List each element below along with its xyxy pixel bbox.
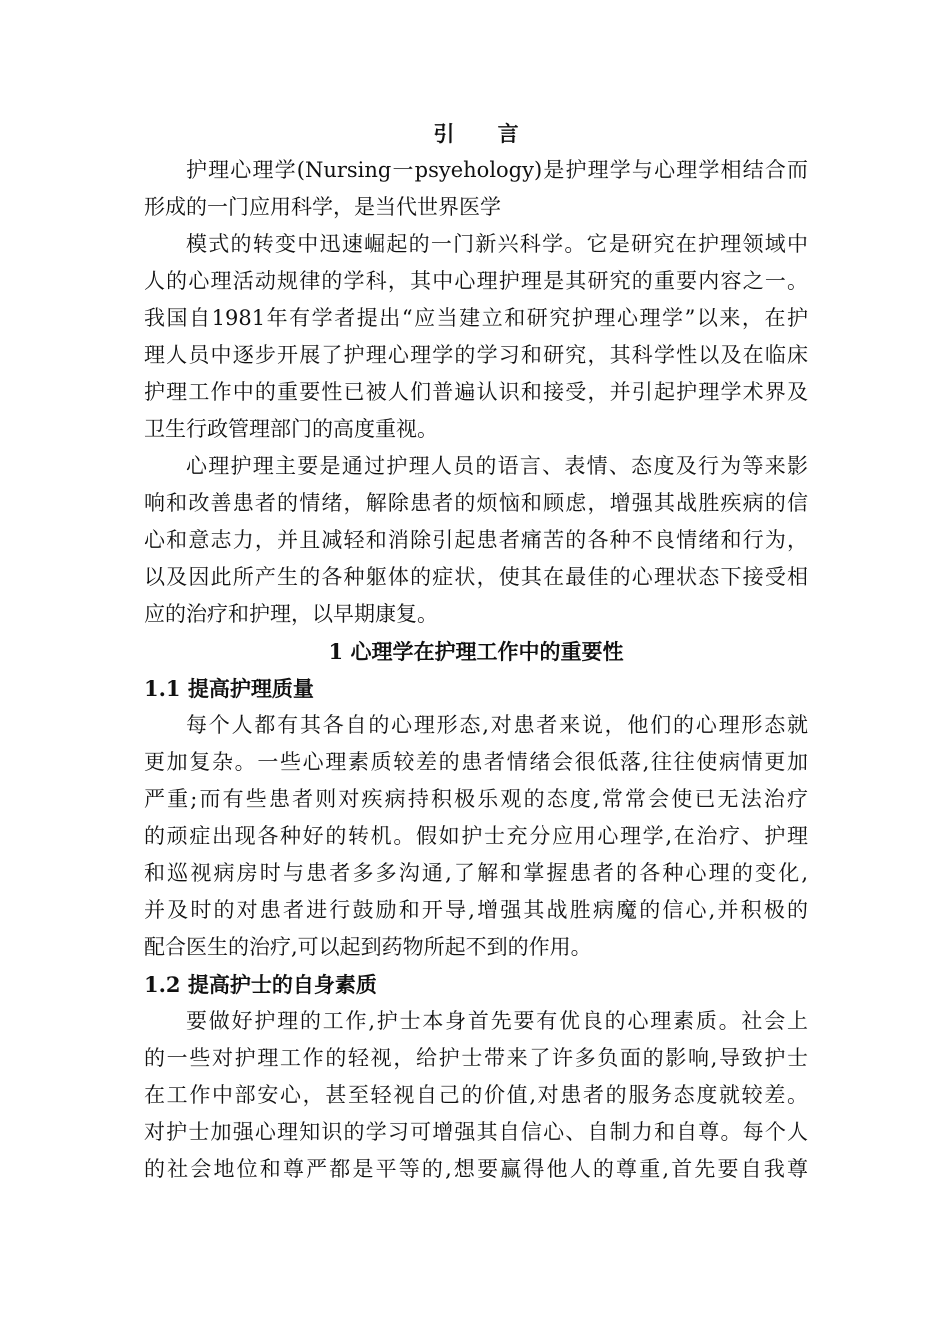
text-line: 的一些对护理工作的轻视，给护士带来了许多负面的影响,导致护士: [144, 1046, 808, 1070]
text-line: 护理工作中的重要性已被人们普遍认识和接受，并引起护理学术界及: [144, 380, 808, 404]
text-line: 卫生行政管理部门的高度重视。: [144, 417, 438, 441]
subsection-heading: 1.2 提高护士的自身素质: [144, 972, 377, 997]
text-line: 在工作中部安心，甚至轻视自己的价值,对患者的服务态度就较差。: [144, 1083, 808, 1107]
text-line: 更加复杂。一些心理素质较差的患者情绪会很低落,往往使病情更加: [144, 750, 808, 774]
intro-paragraph-2: [144, 226, 808, 448]
text-line: 护理心理学(Nursing一psyehology)是护理学与心理学相结合而: [186, 158, 808, 182]
text-line: 的社会地位和尊严都是平等的,想要赢得他人的尊重,首先要自我尊: [144, 1157, 808, 1181]
text-line: 以及因此所产生的各种躯体的症状，使其在最佳的心理状态下接受相: [144, 565, 808, 589]
text-line: 每个人都有其各自的心理形态,对患者来说，他们的心理形态就: [186, 713, 808, 737]
text-line: 和巡视病房时与患者多多沟通,了解和掌握患者的各种心理的变化,: [144, 861, 808, 885]
text-line: 的顽症出现各种好的转机。假如护士充分应用心理学,在治疗、护理: [144, 824, 808, 848]
text-line: 模式的转变中迅速崛起的一门新兴科学。它是研究在护理领域中: [186, 232, 808, 256]
intro-paragraph-3: [144, 448, 808, 633]
text-line: 人的心理活动规律的学科，其中心理护理是其研究的重要内容之一。: [144, 269, 808, 293]
text-line: 形成的一门应用科学，是当代世界医学: [144, 195, 501, 219]
text-line: 响和改善患者的情绪，解除患者的烦恼和顾虑，增强其战胜疾病的信: [144, 491, 808, 515]
text-line: 理人员中逐步开展了护理心理学的学习和研究，其科学性以及在临床: [144, 343, 808, 367]
page-title: 引 言: [433, 121, 537, 146]
subsection-1-2-paragraph: [144, 1003, 808, 1188]
text-line: 配合医生的治疗,可以起到药物所起不到的作用。: [144, 935, 592, 959]
text-line: 心理护理主要是通过护理人员的语言、表情、态度及行为等来影: [186, 454, 808, 478]
text-line: 对护士加强心理知识的学习可增强其自信心、自制力和自尊。每个人: [144, 1120, 808, 1144]
text-line: 心和意志力，并且减轻和消除引起患者痛苦的各种不良情绪和行为，: [144, 528, 808, 552]
text-line: 并及时的对患者进行鼓励和开导,增强其战胜病魔的信心,并积极的: [144, 898, 808, 922]
text-line: 我国自1981年有学者提出“应当建立和研究护理心理学”以来，在护: [144, 306, 808, 330]
subsection-1-1-paragraph: [144, 707, 808, 966]
text-line: 应的治疗和护理，以早期康复。: [144, 602, 438, 626]
text-line: 要做好护理的工作,护士本身首先要有优良的心理素质。社会上: [186, 1009, 808, 1033]
subsection-heading: 1.1 提高护理质量: [144, 676, 314, 701]
section-heading: 1 心理学在护理工作中的重要性: [328, 639, 624, 664]
intro-paragraph-1: [144, 152, 808, 226]
document-body: [144, 115, 808, 1188]
text-line: 严重;而有些患者则对疾病持积极乐观的态度,常常会使已无法治疗: [144, 787, 808, 811]
